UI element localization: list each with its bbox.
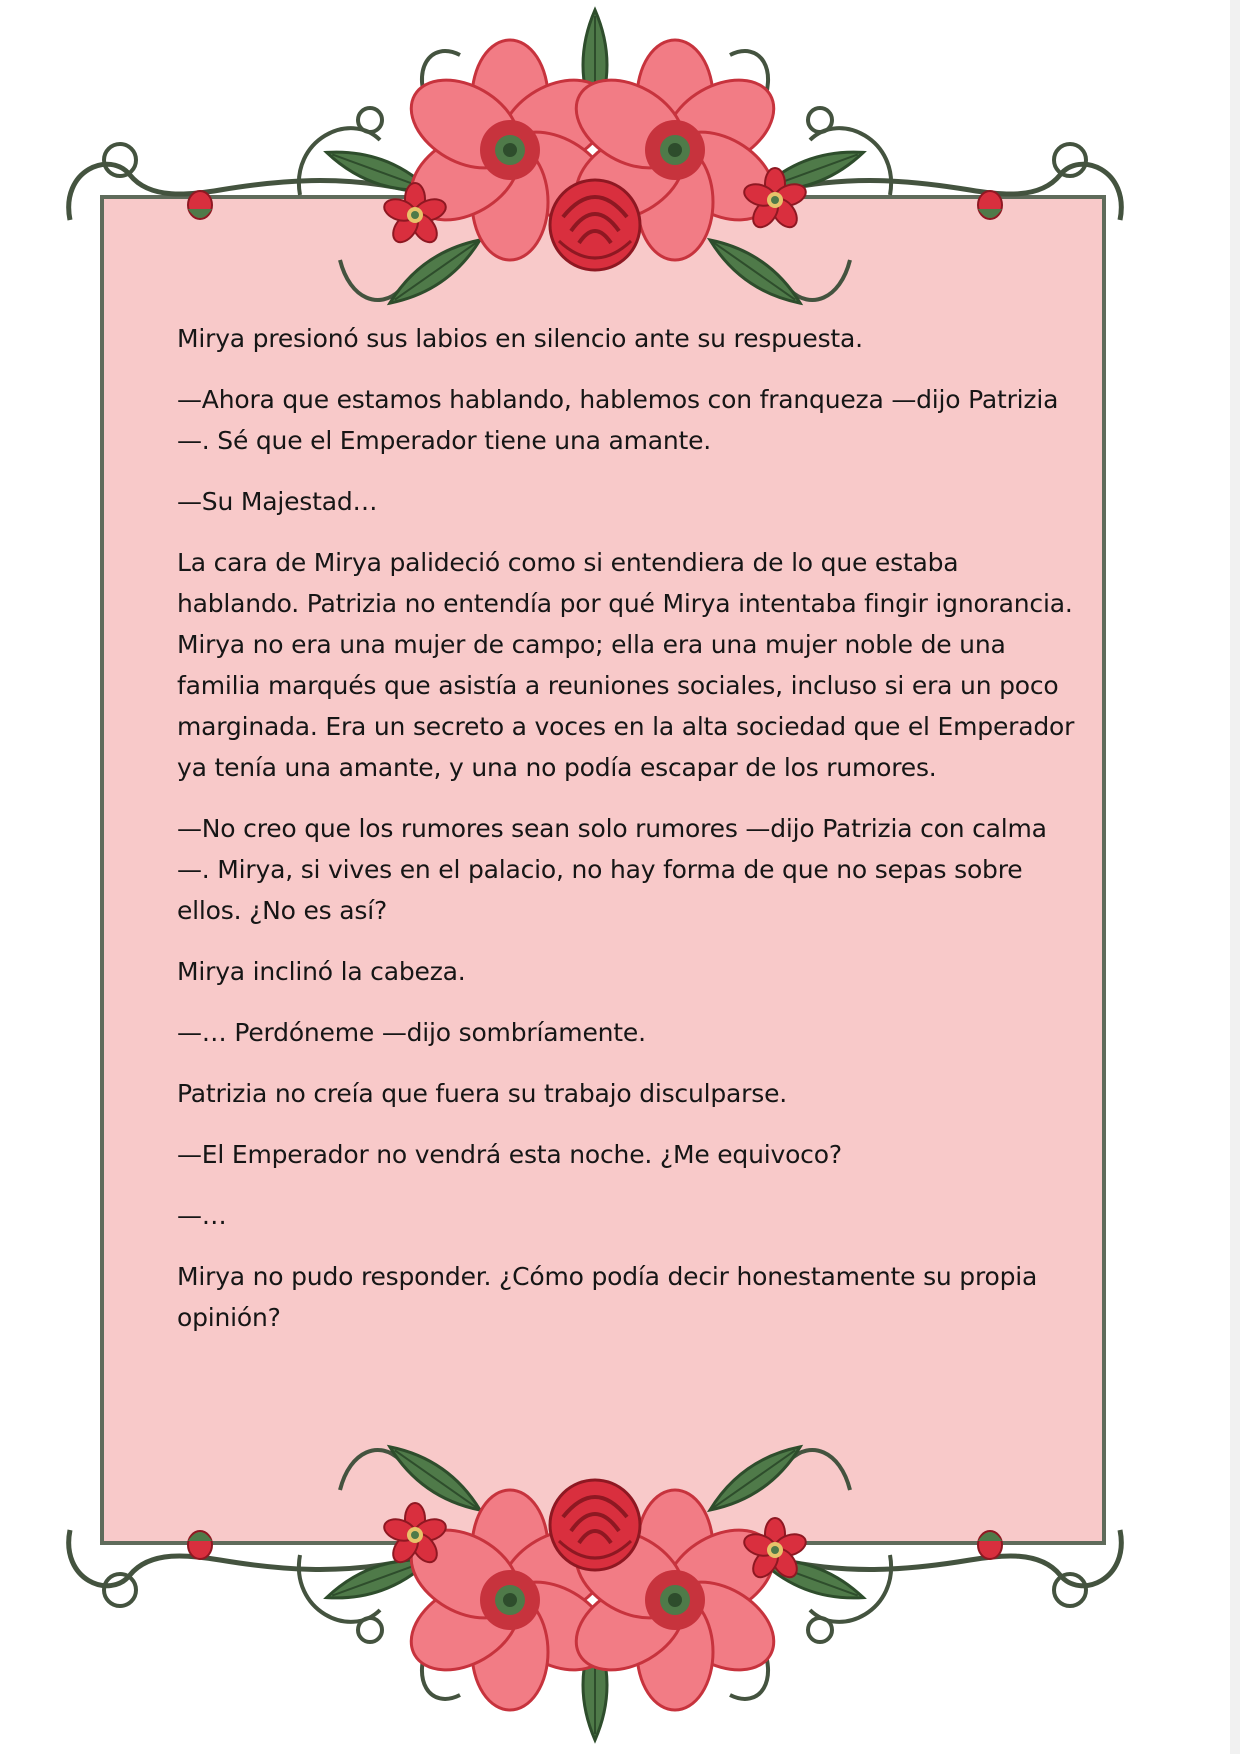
paragraph: —Su Majestad… <box>177 487 378 516</box>
paragraph: La cara de Mirya palideció como si entendiera de lo que estaba hablando. Patrizia no entendía por qué Mirya intentaba fingir ignorancia. Mirya no era una mujer de campo; ella era una mujer noble de una familia marqués que asistía a reuniones sociales, incluso si era un poco marginada. Era un secreto a voces en la alta sociedad que el Emperador ya tenía una amante, y una no podía escapar de los rumores. <box>177 548 1075 782</box>
paragraph: —… <box>177 1201 227 1230</box>
right-margin-strip <box>1230 0 1240 1754</box>
paragraph: —… Perdóneme —dijo sombríamente. <box>177 1018 646 1047</box>
paragraph: —No creo que los rumores sean solo rumores —dijo Patrizia con calma—. Mirya, si vives en el palacio, no hay forma de que no sepas sobre ellos. ¿No es así? <box>177 814 1047 925</box>
paragraph: —El Emperador no vendrá esta noche. ¿Me equivoco? <box>177 1140 842 1169</box>
paragraph: Patrizia no creía que fuera su trabajo disculparse. <box>177 1079 787 1108</box>
floral-ornament-bottom-icon <box>50 1420 1140 1750</box>
paragraph: Mirya presionó sus labios en silencio ante su respuesta. <box>177 324 863 353</box>
paragraph: Mirya no pudo responder. ¿Cómo podía decir honestamente su propia opinión? <box>177 1262 1038 1332</box>
paragraph: —Ahora que estamos hablando, hablemos con franqueza —dijo Patrizia—. Sé que el Emperador tiene una amante. <box>177 385 1059 455</box>
paragraph: Mirya inclinó la cabeza. <box>177 957 466 986</box>
story-text <box>177 318 1077 1358</box>
floral-ornament-top-icon <box>50 0 1140 330</box>
